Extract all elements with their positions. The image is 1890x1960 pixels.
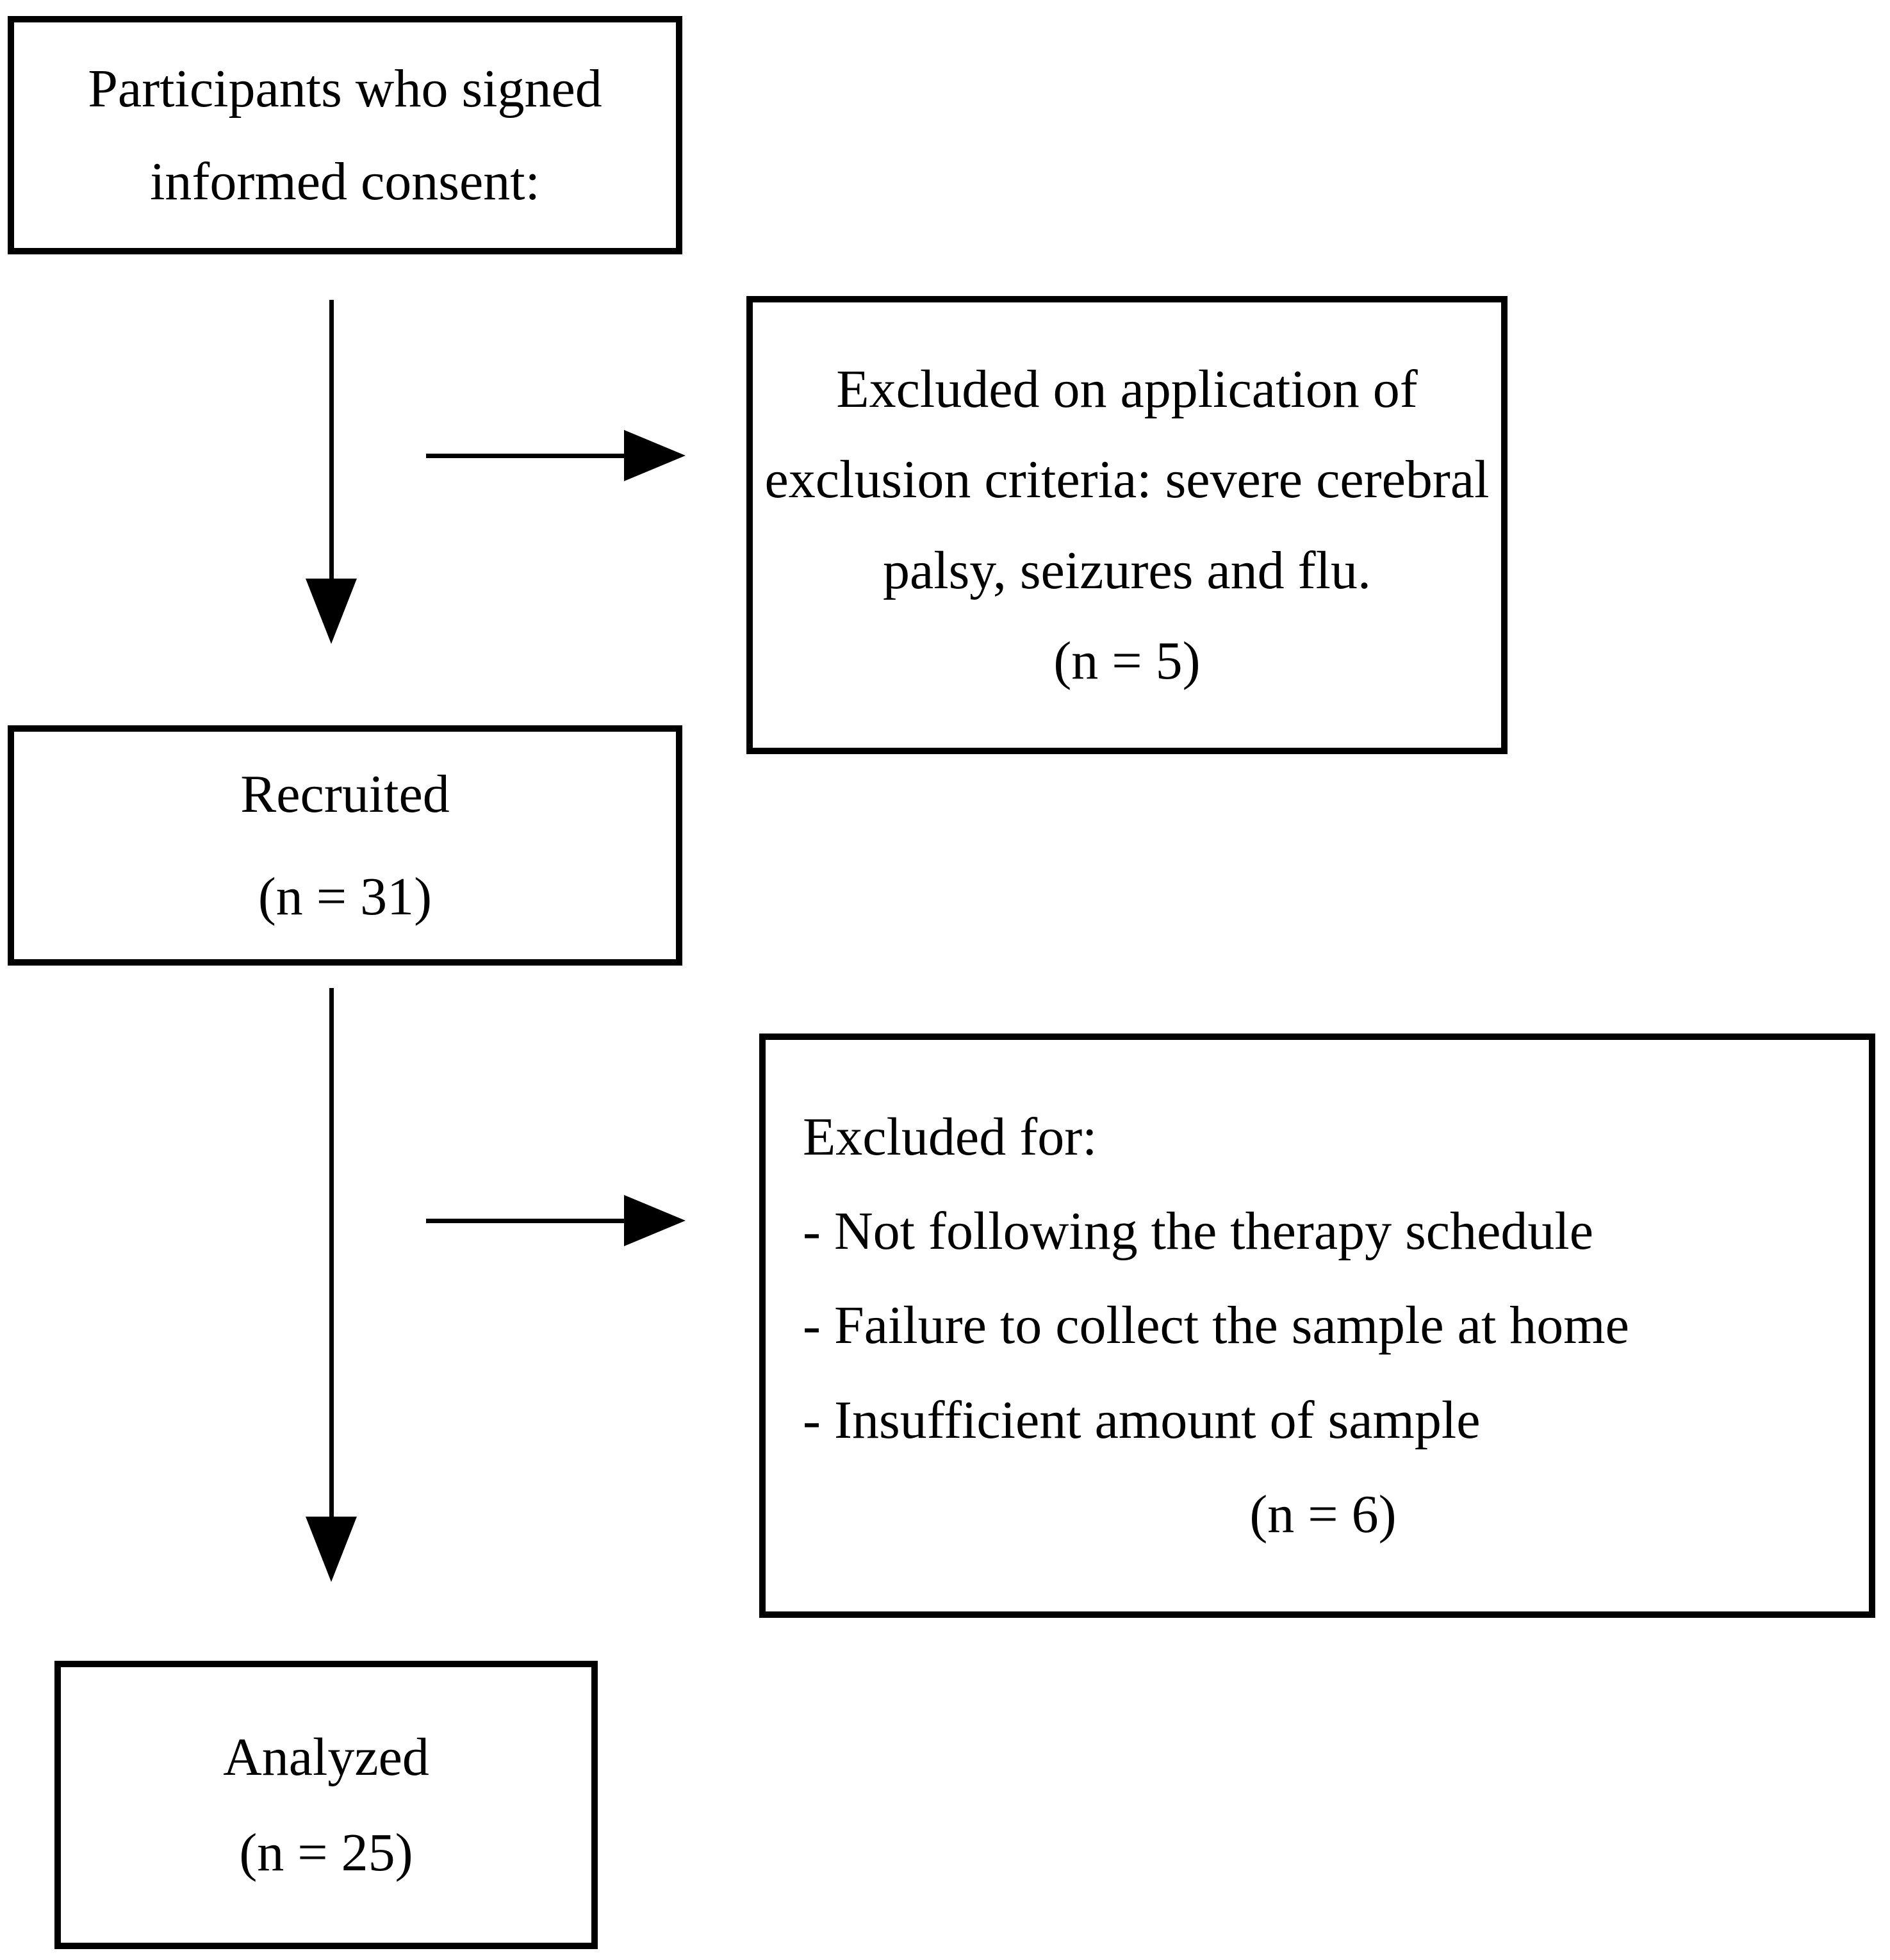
arrow-recruited-to-analyzed-line <box>329 988 334 1518</box>
arrowhead-right-icon <box>624 430 686 481</box>
arrowhead-right-icon <box>624 1195 686 1246</box>
box-analyzed <box>54 1661 598 1949</box>
excluded-criteria-count: (n = 5) <box>1053 630 1201 691</box>
excluded-followup-item-1: - Not following the therapy schedule <box>803 1201 1593 1262</box>
analyzed-count: (n = 25) <box>239 1823 413 1882</box>
excluded-followup-item-2: - Failure to collect the sample at home <box>803 1296 1629 1356</box>
consent-line-1: Participants who signed <box>88 58 602 119</box>
arrow-consent-to-recruited-line <box>329 300 334 580</box>
recruited-label: Recruited <box>240 764 450 825</box>
analyzed-label: Analyzed <box>223 1727 429 1787</box>
recruited-count: (n = 31) <box>258 866 432 926</box>
box-recruited <box>8 725 682 966</box>
excluded-criteria-line-1: Excluded on application of <box>836 359 1418 420</box>
arrow-to-excluded-criteria-line <box>426 454 625 458</box>
excluded-criteria-line-2: exclusion criteria: severe cerebral <box>764 450 1490 510</box>
box-participants-consent <box>8 16 682 254</box>
excluded-followup-item-3: - Insufficient amount of sample <box>803 1390 1481 1450</box>
excluded-followup-intro: Excluded for: <box>803 1107 1097 1167</box>
excluded-criteria-line-3: palsy, seizures and flu. <box>883 540 1371 600</box>
arrowhead-down-icon <box>306 1517 357 1582</box>
excluded-followup-count: (n = 6) <box>1249 1484 1397 1544</box>
box-excluded-followup <box>759 1034 1875 1618</box>
arrowhead-down-icon <box>306 579 357 644</box>
box-excluded-criteria <box>746 296 1508 754</box>
arrow-to-excluded-followup-line <box>426 1219 625 1223</box>
consent-line-2: informed consent: <box>150 152 540 211</box>
